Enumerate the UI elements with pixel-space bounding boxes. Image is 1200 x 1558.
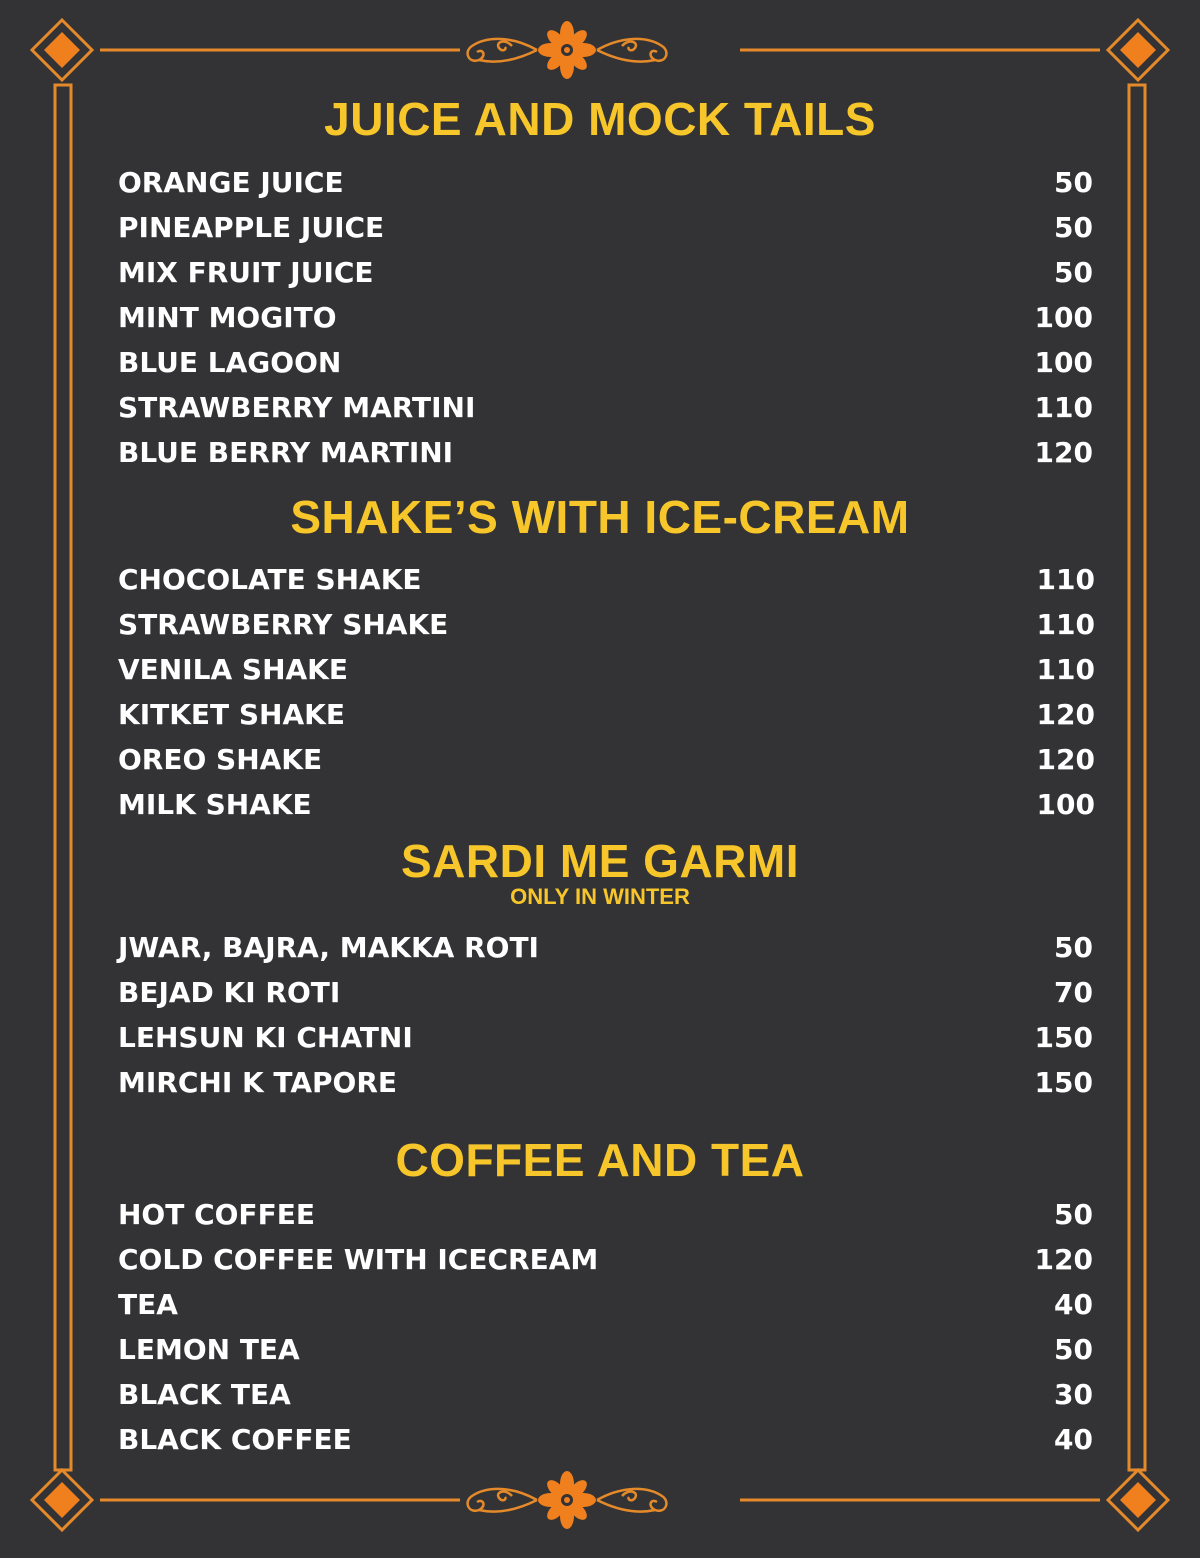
item-price: 40: [1054, 1423, 1093, 1456]
item-name: LEMON TEA: [118, 1333, 300, 1366]
item-price: 50: [1054, 256, 1093, 289]
item-name: CHOCOLATE SHAKE: [118, 563, 422, 596]
menu-item: [118, 1372, 1093, 1417]
item-price: 100: [1034, 301, 1093, 334]
item-name: BLUE BERRY MARTINI: [118, 436, 454, 469]
item-name: MINT MOGITO: [118, 301, 337, 334]
item-name: BLACK COFFEE: [118, 1423, 352, 1456]
item-price: 50: [1054, 211, 1093, 244]
section-title-sardi: SARDI ME GARMI: [401, 835, 799, 887]
item-price: 120: [1036, 698, 1095, 731]
item-price: 110: [1034, 391, 1093, 424]
item-price: 70: [1054, 976, 1093, 1009]
item-name: ORANGE JUICE: [118, 166, 344, 199]
item-name: VENILA SHAKE: [118, 653, 349, 686]
item-price: 110: [1036, 653, 1095, 686]
menu-item: [118, 782, 1095, 827]
item-name: STRAWBERRY MARTINI: [118, 391, 476, 424]
item-price: 50: [1054, 1198, 1093, 1231]
flower-ornament-icon: [468, 21, 667, 79]
item-price: 100: [1034, 346, 1093, 379]
item-price: 50: [1054, 931, 1093, 964]
item-name: BLACK TEA: [118, 1378, 291, 1411]
item-name: BEJAD KI ROTI: [118, 976, 341, 1009]
menu-item: [118, 602, 1095, 647]
corner-diamond-icon: [32, 1470, 92, 1530]
menu-item: [118, 250, 1093, 295]
menu-item: [118, 385, 1093, 430]
flower-ornament-icon: [468, 1471, 667, 1529]
item-price: 40: [1054, 1288, 1093, 1321]
item-name: MIRCHI K TAPORE: [118, 1066, 398, 1099]
menu-item: [118, 692, 1095, 737]
item-price: 50: [1054, 1333, 1093, 1366]
item-name: JWAR, BAJRA, MAKKA ROTI: [118, 931, 539, 964]
menu-item: [118, 1015, 1093, 1060]
item-price: 100: [1036, 788, 1095, 821]
corner-diamond-icon: [1108, 1470, 1168, 1530]
menu-item: [118, 970, 1093, 1015]
menu-item: [118, 737, 1095, 782]
menu-item: [118, 1417, 1093, 1462]
menu-item: [118, 1237, 1093, 1282]
item-name: LEHSUN KI CHATNI: [118, 1021, 413, 1054]
item-name: MILK SHAKE: [118, 788, 312, 821]
item-name: PINEAPPLE JUICE: [118, 211, 385, 244]
menu-item: [118, 647, 1095, 692]
menu-item: [118, 1282, 1093, 1327]
item-name: MIX FRUIT JUICE: [118, 256, 374, 289]
menu-item: [118, 1060, 1093, 1105]
section-title-juice: JUICE AND MOCK TAILS: [324, 93, 876, 145]
item-price: 30: [1054, 1378, 1093, 1411]
menu-item: [118, 160, 1093, 205]
menu-item: [118, 205, 1093, 250]
item-price: 120: [1034, 1243, 1093, 1276]
item-name: OREO SHAKE: [118, 743, 323, 776]
item-name: TEA: [118, 1288, 178, 1321]
section-title-coffee-tea: COFFEE AND TEA: [395, 1134, 805, 1186]
section-title-shakes: SHAKE’S WITH ICE-CREAM: [290, 491, 910, 543]
menu-item: [118, 1327, 1093, 1372]
menu-item: [118, 557, 1095, 602]
menu-item: [118, 925, 1093, 970]
item-price: 150: [1034, 1066, 1093, 1099]
item-name: HOT COFFEE: [118, 1198, 315, 1231]
item-price: 120: [1034, 436, 1093, 469]
item-name: STRAWBERRY SHAKE: [118, 608, 449, 641]
item-price: 110: [1036, 563, 1095, 596]
item-price: 110: [1036, 608, 1095, 641]
item-name: BLUE LAGOON: [118, 346, 342, 379]
corner-diamond-icon: [32, 20, 92, 80]
menu-item: [118, 1192, 1093, 1237]
menu-item: [118, 340, 1093, 385]
item-name: COLD COFFEE WITH ICECREAM: [118, 1243, 599, 1276]
section-subtitle-winter: ONLY IN WINTER: [510, 884, 690, 909]
menu-item: [118, 430, 1093, 475]
menu-item: [118, 295, 1093, 340]
item-price: 150: [1034, 1021, 1093, 1054]
item-name: KITKET SHAKE: [118, 698, 345, 731]
item-price: 120: [1036, 743, 1095, 776]
item-price: 50: [1054, 166, 1093, 199]
corner-diamond-icon: [1108, 20, 1168, 80]
